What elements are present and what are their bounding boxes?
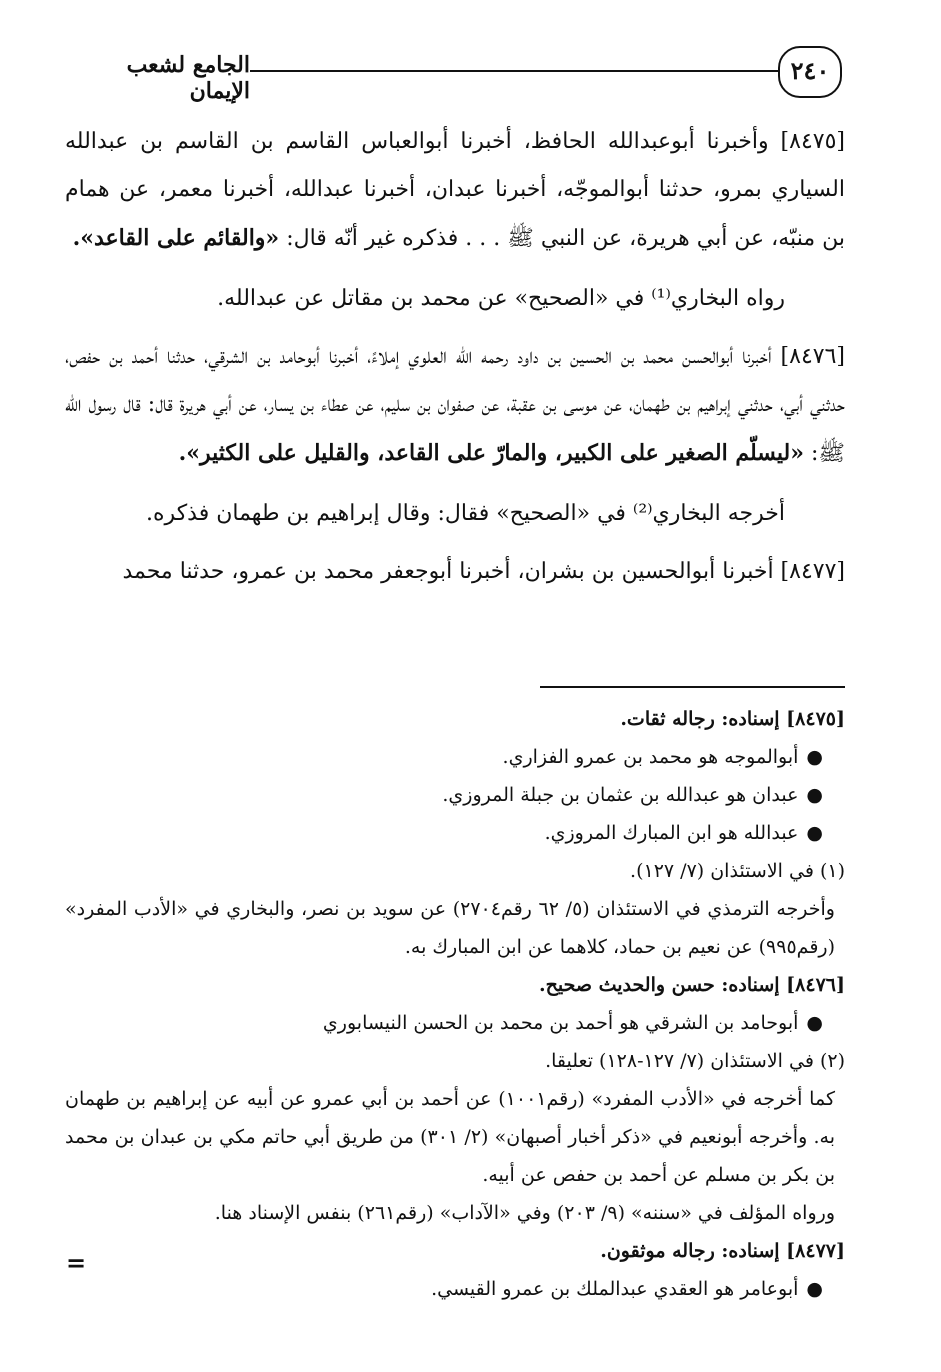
page-number: ٢٤٠: [778, 46, 842, 98]
hadith-8476-quote: «ليسلّم الصغير على الكبير، والمارّ على القاعد، والقليل على الكثير».: [178, 440, 804, 466]
hadith-8475-quote: «والقائم على القاعد».: [72, 225, 280, 251]
note-8475-item: ●عبدالله هو ابن المبارك المروزي.: [65, 814, 845, 852]
hadith-8475-text: [٨٤٧٥] وأخبرنا أبوعبدالله الحافظ، أخبرنا أبوالعباس القاسم بن القاسم بن عبدالله السياري بمرو، حدثنا أبوالموجّه، أخبرنا عبدان، أخبرنا عبدالله، أخبرنا معمر، عن همام بن منبّه، عن أبي هريرة، عن النبي ﷺ . . . فذكره غير أنّه قال:: [65, 129, 845, 251]
bullet-icon: ●: [806, 1012, 823, 1034]
takhrij-8475: رواه البخاري⁽¹⁾ في «الصحيح» عن محمد بن مقاتل عن عبدالله.: [217, 286, 785, 311]
bullet-icon: ●: [806, 1278, 823, 1300]
hadith-8476-text: [٨٤٧٦] أخبرنا أبوالحسن محمد بن الحسين بن داود رحمه الله العلوي إملاءً، أخبرنا أبوحامد بن الشرقي، حدثنا أحمد بن حفص، حدثني أبي، حدثني إبراهيم بن طهمان، عن موسى بن عقبة، عن صفوان بن سليم، عن عطاء بن يسار، عن أبي هريرة قال: قال رسول الله ﷺ:: [65, 344, 845, 466]
hadith-8477: [٨٤٧٧] أخبرنا أبوالحسين بن بشران، أخبرنا أبوجعفر محمد بن عمرو، حدثنا محمد: [122, 559, 845, 584]
hadith-8476: [65, 333, 845, 478]
bullet-icon: ●: [806, 822, 823, 844]
takhrij-8476: أخرجه البخاري⁽²⁾ في «الصحيح» فقال: وقال إبراهيم بن طهمان فذكره.: [146, 501, 785, 526]
page-header: [60, 40, 850, 104]
footnote-2-detail-2: ورواه المؤلف في «سننه» (٩/ ٢٠٣) وفي «الآداب» (رقم٢٦١) بنفس الإسناد هنا.: [214, 1202, 835, 1224]
bullet-icon: ●: [806, 784, 823, 806]
bullet-icon: ●: [806, 746, 823, 768]
note-8477-heading: [٨٤٧٧] إسناده: رجاله موثقون.: [600, 1240, 845, 1262]
footnote-1: (١) في الاستئذان (٧/ ١٢٧).: [630, 860, 845, 882]
footnote-2: (٢) في الاستئذان (٧/ ١٢٧-١٢٨) تعليقا.: [545, 1050, 845, 1072]
book-title: الجامع لشعب الإيمان: [126, 52, 250, 104]
hadith-8475: [65, 118, 845, 263]
note-8477-item: ●أبوعامر هو العقدي عبدالملك بن عمرو القيسي.: [65, 1270, 845, 1308]
note-8475-item: ●عبدان هو عبدالله بن عثمان بن جبلة المروزي.: [65, 776, 845, 814]
note-8475-heading: [٨٤٧٥] إسناده: رجاله ثقات.: [620, 708, 845, 730]
note-8476-heading: [٨٤٧٦] إسناده: حسن والحديث صحيح.: [538, 974, 845, 996]
continuation-mark: =: [66, 1248, 87, 1277]
main-text: [65, 118, 845, 596]
footnote-1-detail: وأخرجه الترمذي في الاستئذان (٥/ ٦٢ رقم٢٧٠٤) عن سويد بن نصر، والبخاري في «الأدب المفرد» (رقم٩٩٥) عن نعيم بن حماد، كلاهما عن ابن المبارك به.: [65, 898, 835, 958]
note-8475-item: ●أبوالموجه هو محمد بن عمرو الفزاري.: [65, 738, 845, 776]
header-rule: [250, 70, 778, 72]
footnotes: [65, 700, 845, 1308]
footnote-2-detail: كما أخرجه في «الأدب المفرد» (رقم١٠٠١) عن أحمد بن أبي عمرو عن أبيه عن إبراهيم بن طهمان به. وأخرجه أبونعيم في «ذكر أخبار أصبهان» (٢/ ٣٠١) من طريق أبي حاتم مكي بن عبدان بن محمد بن بكر بن مسلم عن أحمد بن حفص عن أبيه.: [65, 1088, 836, 1186]
note-8476-item: ●أبوحامد بن الشرقي هو أحمد بن محمد بن الحسن النيسابوري: [65, 1004, 845, 1042]
footnote-divider: [540, 686, 845, 688]
